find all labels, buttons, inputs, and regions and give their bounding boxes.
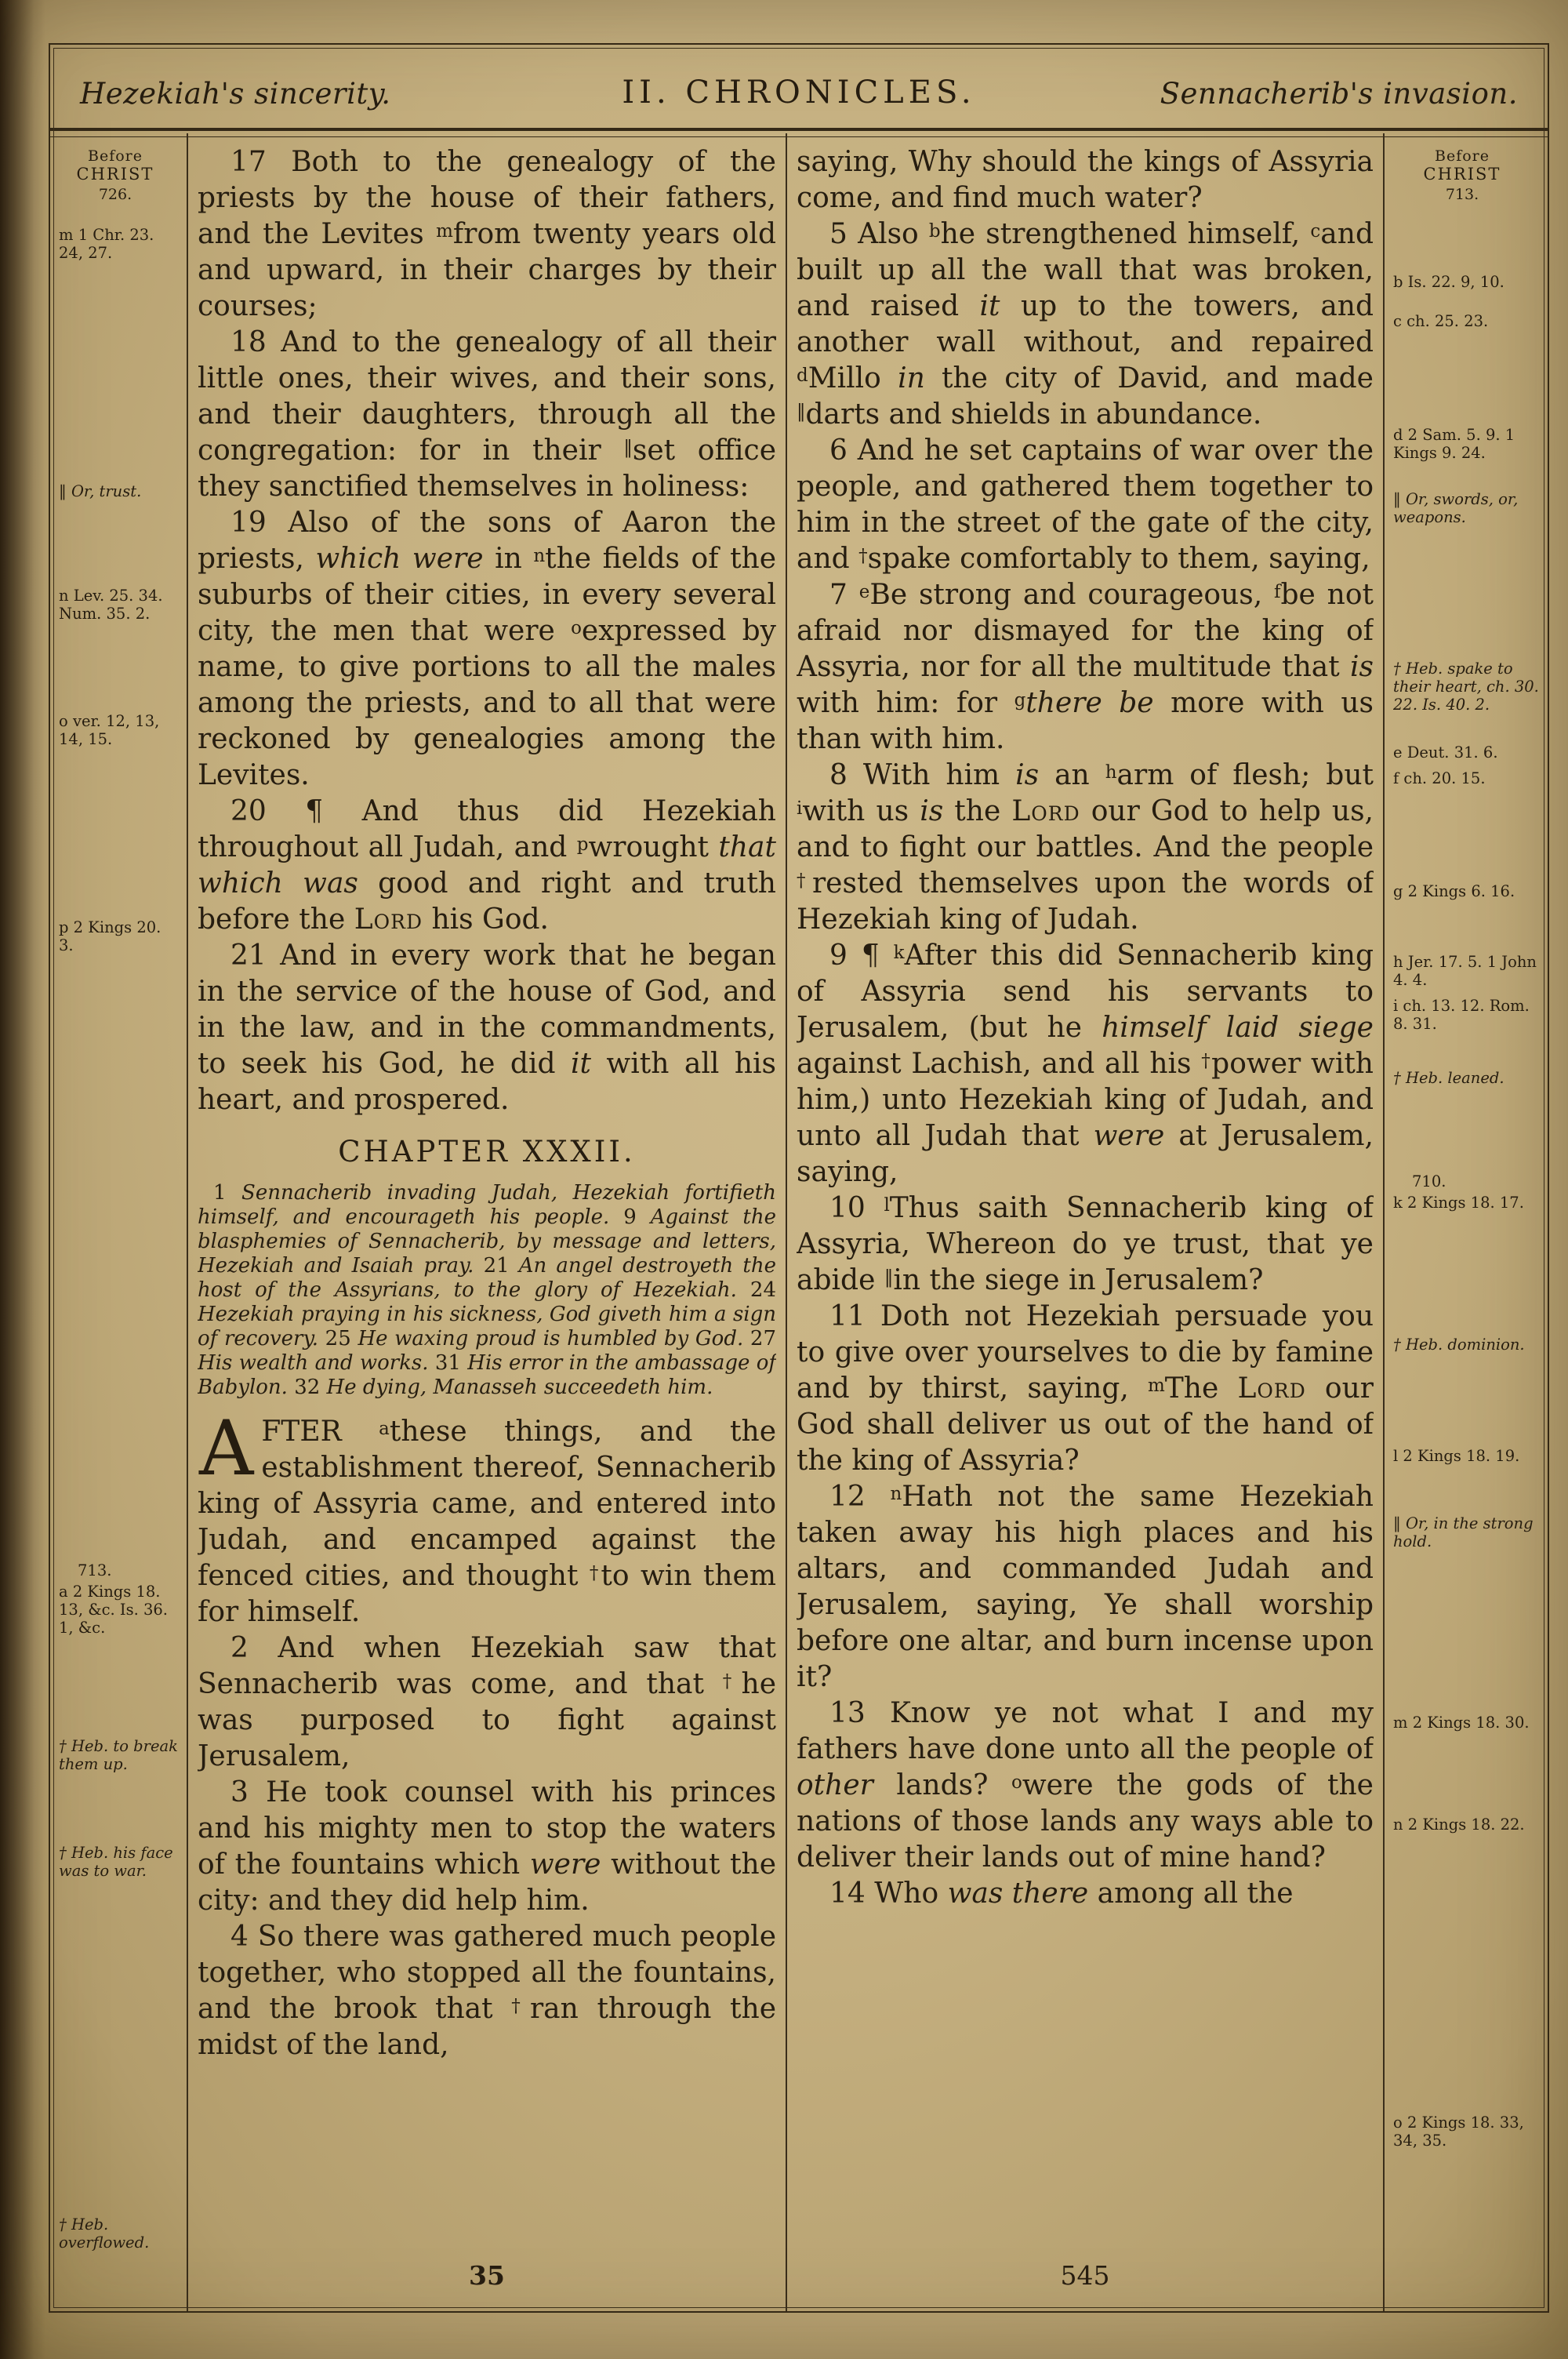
text-run: 11 Doth not Hezekiah persuade you to give over yourselves to die by famine and by thirst, saying, xyxy=(797,1300,1374,1405)
text-run: The xyxy=(1164,1372,1238,1405)
small-caps-lord: Lord xyxy=(1011,795,1080,827)
text-run: 10 xyxy=(829,1192,884,1224)
text-run: with us xyxy=(802,795,920,827)
verse-paragraph xyxy=(198,325,776,505)
margin-note: o 2 Kings 18. 33, 34, 35. xyxy=(1393,2114,1524,2150)
text-run: FTER xyxy=(261,1416,379,1448)
chapter-summary xyxy=(198,1181,776,1400)
margin-note: o ver. 12, 13, 14, 15. xyxy=(59,712,160,748)
verse-paragraph xyxy=(797,1479,1374,1696)
verse-paragraph xyxy=(797,1696,1374,1876)
text-run: 17 Both to the genealogy of the priests by the house of their fathers, and the Levites xyxy=(198,146,776,250)
reference-marker: † xyxy=(722,1671,742,1692)
before-christ-line: CHRIST xyxy=(76,165,154,184)
italic-text: was there xyxy=(947,1877,1089,1910)
text-run: 24 xyxy=(750,1278,776,1302)
italic-text: Hezekiah praying in his sickness, God giveth him a sign of recovery. xyxy=(198,1303,776,1350)
reference-marker: † xyxy=(511,1996,530,2016)
text-run: Be strong and courageous, xyxy=(869,579,1274,611)
reference-marker: † xyxy=(589,1563,601,1583)
reference-marker: ‖ xyxy=(797,402,806,422)
right-text-column xyxy=(797,133,1374,2256)
italic-text: that which was xyxy=(198,831,776,900)
verse-paragraph xyxy=(198,505,776,794)
text-run: our God to help us, and to fight our battles. And the people xyxy=(797,795,1374,863)
reference-marker: † xyxy=(858,546,868,566)
verse-paragraph xyxy=(797,1876,1374,1912)
chapter-heading: CHAPTER XXXII. xyxy=(338,1135,636,1169)
verse-paragraph xyxy=(198,794,776,938)
text-run: 21 xyxy=(483,1254,519,1278)
reference-marker: n xyxy=(533,546,546,566)
margin-note: f ch. 20. 15. xyxy=(1393,769,1486,787)
text-run: darts and shields in abundance. xyxy=(805,398,1262,431)
reference-marker: m xyxy=(436,221,453,242)
text-run: in the siege in Jerusalem? xyxy=(893,1264,1264,1296)
verse-paragraph xyxy=(198,1775,776,1919)
margin-note: e Deut. 31. 6. xyxy=(1393,743,1498,761)
running-head-left: Hezekiah's sincerity. xyxy=(80,77,391,111)
text-run: ran through the midst of the land, xyxy=(198,1993,776,2061)
before-christ-line: Before xyxy=(87,147,143,165)
margin-note: ‖ Or, in the strong hold. xyxy=(1393,1514,1534,1550)
verse-paragraph xyxy=(797,144,1374,216)
reference-marker: p xyxy=(576,834,589,855)
italic-text: himself laid siege xyxy=(1102,1012,1374,1044)
verse-paragraph xyxy=(797,433,1374,577)
reference-marker: ‖ xyxy=(623,438,633,458)
text-run: more with us than with him. xyxy=(797,687,1374,755)
text-run: the fields of the suburbs of their cities, in every several city, the men that were xyxy=(198,543,776,647)
text-run: 5 Also xyxy=(829,218,929,250)
reference-marker: c xyxy=(1310,221,1321,242)
margin-note: n Lev. 25. 34. Num. 35. 2. xyxy=(59,587,163,623)
running-head-right: Sennacherib's invasion. xyxy=(1160,77,1518,111)
italic-text: He dying, Manasseh succeedeth him. xyxy=(326,1376,713,1399)
verse-paragraph xyxy=(198,938,776,1118)
text-run: he strengthened himself, xyxy=(940,218,1311,250)
text-run: arm of flesh; but xyxy=(1116,759,1374,791)
book-binding-shadow xyxy=(0,0,45,2359)
text-run: 20 ¶ And thus did Hezekiah throughout all Judah, and xyxy=(198,795,776,863)
margin-note: d 2 Sam. 5. 9. 1 Kings 9. 24. xyxy=(1393,426,1515,462)
margin-note: k 2 Kings 18. 17. xyxy=(1393,1194,1524,1212)
italic-text: which were xyxy=(315,543,484,575)
text-run: 1 xyxy=(213,1181,242,1205)
reference-marker: ‖ xyxy=(884,1267,894,1288)
italic-text: is xyxy=(920,795,944,827)
verse-paragraph xyxy=(198,1630,776,1775)
text-run: to win them for himself. xyxy=(198,1560,776,1628)
margin-note: † Heb. overflowed. xyxy=(59,2215,150,2252)
italic-text: it xyxy=(979,290,1000,322)
before-christ-line: 726. xyxy=(98,186,132,203)
text-run: 13 Know ye not what I and my fathers have done unto all the people of xyxy=(797,1697,1374,1765)
text-run: 7 xyxy=(829,579,859,611)
text-run: 9 ¶ xyxy=(829,940,894,972)
left-margin-column xyxy=(52,133,185,2311)
book-title: II. CHRONICLES. xyxy=(622,75,976,111)
left-text-column xyxy=(198,133,776,2256)
text-run: set office they sanctified themselves in holiness: xyxy=(198,434,776,503)
text-run: 31 xyxy=(434,1351,468,1375)
margin-note: g 2 Kings 6. 16. xyxy=(1393,882,1515,900)
text-run: 19 Also of the sons of Aaron the priests, xyxy=(198,507,776,575)
text-run: 8 With him xyxy=(829,759,1016,791)
verse-paragraph xyxy=(797,577,1374,758)
reference-marker: o xyxy=(571,618,582,638)
right-margin-column xyxy=(1386,133,1544,2311)
verse-paragraph xyxy=(198,1405,776,1630)
text-run: and built up all the wall that was broken, and raised xyxy=(797,218,1374,322)
margin-note: c ch. 25. 23. xyxy=(1393,312,1489,330)
margin-note: h Jer. 17. 5. 1 John 4. 4. xyxy=(1393,953,1537,989)
reference-marker: i xyxy=(797,798,803,819)
text-run: among all the xyxy=(1088,1877,1294,1910)
column-rule-2 xyxy=(786,133,787,2311)
text-run: 2 And when Hezekiah saw that Sennacherib was come, and that xyxy=(198,1632,776,1700)
text-run: After this did Sennacherib king of Assyria send his servants to Jerusalem, (but he xyxy=(797,940,1374,1044)
column-rule-3 xyxy=(1383,133,1385,2311)
text-run: saying, Why should the kings of Assyria come, and find much water? xyxy=(797,146,1374,214)
margin-note: i ch. 13. 12. Rom. 8. 31. xyxy=(1393,997,1530,1033)
italic-text: it xyxy=(570,1048,591,1080)
text-run: were the gods of the nations of those lands any ways able to deliver their lands out of mine hand? xyxy=(797,1769,1374,1874)
text-run: 25 xyxy=(325,1327,358,1350)
text-run: Millo xyxy=(808,362,898,394)
reference-marker: k xyxy=(893,943,905,963)
verse-paragraph xyxy=(198,1919,776,2063)
page-header xyxy=(50,45,1548,128)
margin-note: † Heb. spake to their heart, ch. 30. 22. Is. 40. 2. xyxy=(1393,660,1539,714)
text-run: 14 Who xyxy=(829,1877,948,1910)
reference-marker: e xyxy=(858,582,870,602)
italic-text: Sennacherib invading Judah, Hezekiah fortifieth himself, and encourageth his people. xyxy=(198,1181,776,1229)
italic-text: there be xyxy=(1025,687,1154,719)
text-run: expressed by name, to give portions to all the males among the priests, and to all that were reckoned by genealogies among the Levites. xyxy=(198,615,776,791)
text-run: up to the towers, and another wall without, and repaired xyxy=(797,290,1374,358)
text-run: Thus saith Sennacherib king of Assyria, Whereon do ye trust, that ye abide xyxy=(797,1192,1374,1296)
italic-text: is xyxy=(1015,759,1040,791)
reference-marker: † xyxy=(1201,1051,1212,1071)
verse-paragraph xyxy=(797,216,1374,433)
text-run: 4 So there was gathered much people together, who stopped all the fountains, and the brook that xyxy=(198,1921,776,2025)
italic-text: were xyxy=(1093,1120,1165,1152)
text-run: 12 xyxy=(829,1481,891,1513)
text-run: his God. xyxy=(423,903,549,936)
italic-text: Against the blasphemies of Sennacherib, by message and letters, Hezekiah and Isaiah pray. xyxy=(198,1205,776,1278)
reference-marker: l xyxy=(884,1195,890,1216)
verse-paragraph xyxy=(797,758,1374,938)
verse-paragraph xyxy=(797,1190,1374,1299)
margin-note: † Heb. dominion. xyxy=(1393,1336,1525,1354)
text-run: 9 xyxy=(623,1205,651,1229)
text-run: 27 xyxy=(750,1327,776,1350)
reference-marker: g xyxy=(1014,690,1026,711)
text-run: wrought xyxy=(588,831,719,863)
text-run: lands? xyxy=(873,1769,1011,1801)
text-run: our God shall deliver us out of the hand of the king of Assyria? xyxy=(797,1372,1374,1477)
text-run: the city of David, and made xyxy=(924,362,1374,394)
text-run: at Jerusalem, saying, xyxy=(797,1120,1374,1188)
signature-mark: 35 xyxy=(469,2260,505,2291)
text-run: Hath not the same Hezekiah taken away his high places and his altars, and commanded Judah and Jerusalem, saying, Ye shall worship before one altar, and burn incense upon it? xyxy=(797,1481,1374,1693)
verse-paragraph xyxy=(198,144,776,325)
italic-text: other xyxy=(797,1769,873,1801)
italic-text: An angel destroyeth the host of the Assyrians, to the glory of Hezekiah. xyxy=(198,1254,776,1302)
column-rule-1 xyxy=(187,133,188,2311)
reference-marker: h xyxy=(1105,762,1117,783)
italic-text: His wealth and works. xyxy=(198,1351,435,1375)
margin-note: a 2 Kings 18. 13, &c. Is. 36. 1, &c. xyxy=(59,1583,169,1637)
italic-text: in xyxy=(898,362,925,394)
drop-cap: A xyxy=(199,1405,254,1492)
margin-note: ‖ Or, swords, or, weapons. xyxy=(1393,490,1519,526)
margin-note: m 1 Chr. 23. 24, 27. xyxy=(59,226,154,262)
small-caps-lord: Lord xyxy=(354,903,423,936)
text-run: 6 And he set captains of war over the people, and gathered them together to him in the street of the gate of the city, and xyxy=(797,434,1374,575)
margin-note: † Heb. his face was to war. xyxy=(59,1844,173,1880)
margin-note: b Is. 22. 9, 10. xyxy=(1393,273,1504,291)
before-christ-heading xyxy=(52,147,179,204)
before-christ-heading xyxy=(1386,147,1538,204)
verse-paragraph xyxy=(797,1299,1374,1479)
text-run: rested themselves upon the words of Hezekiah king of Judah. xyxy=(797,867,1374,936)
text-run: against Lachish, and all his xyxy=(797,1048,1202,1080)
before-christ-line: 713. xyxy=(1445,186,1479,203)
text-run: in xyxy=(483,543,534,575)
text-run: these things, and the establishment thereof, Sennacherib king of Assyria came, and entered into Judah, and encamped against the fenced cities, and thought xyxy=(198,1416,776,1592)
italic-text: is xyxy=(1350,651,1374,683)
text-run: he was purposed to fight against Jerusalem, xyxy=(198,1668,776,1772)
reference-marker: a xyxy=(379,1419,390,1439)
margin-note: n 2 Kings 18. 22. xyxy=(1393,1816,1525,1834)
margin-date: 713. xyxy=(78,1561,112,1579)
text-run: 21 And in every work that he began in the service of the house of God, and in the law, and in the commandments, to seek his God, he did xyxy=(198,940,776,1080)
reference-marker: o xyxy=(1011,1772,1022,1793)
margin-date: 710. xyxy=(1412,1172,1446,1190)
margin-note: ‖ Or, trust. xyxy=(59,482,142,500)
reference-marker: † xyxy=(797,871,812,891)
text-run: 18 And to the genealogy of all their little ones, their wives, and their sons, and their daughters, through all the congregation: for in their xyxy=(198,326,776,467)
margin-note: p 2 Kings 20. 3. xyxy=(59,918,162,954)
text-run: with him: for xyxy=(797,687,1014,719)
small-caps-lord: Lord xyxy=(1237,1372,1306,1405)
reference-marker: d xyxy=(797,365,808,386)
reference-marker: b xyxy=(928,221,941,242)
reference-marker: m xyxy=(1147,1376,1165,1396)
text-run: an xyxy=(1039,759,1105,791)
margin-note: † Heb. to break them up. xyxy=(59,1737,178,1773)
text-run: good and right and truth before the xyxy=(198,867,776,936)
text-run: spake comfortably to them, saying, xyxy=(867,543,1370,575)
text-run: without the city: and they did help him. xyxy=(198,1848,776,1917)
before-christ-line: Before xyxy=(1434,147,1490,165)
text-run: 3 He took counsel with his princes and his mighty men to stop the waters of the fountains which xyxy=(198,1776,776,1881)
reference-marker: n xyxy=(890,1484,902,1504)
margin-note: m 2 Kings 18. 30. xyxy=(1393,1714,1530,1732)
italic-text: His error in the ambassage of Babylon. xyxy=(198,1351,776,1399)
page-frame xyxy=(49,43,1549,2313)
text-run: from twenty years old and upward, in their charges by their courses; xyxy=(198,218,776,322)
text-run: with all his heart, and prospered. xyxy=(198,1048,776,1116)
verse-paragraph xyxy=(797,938,1374,1190)
text-run: the xyxy=(943,795,1012,827)
margin-note: † Heb. leaned. xyxy=(1393,1069,1504,1087)
italic-text: were xyxy=(529,1848,601,1881)
reference-marker: f xyxy=(1273,582,1281,602)
italic-text: He waxing proud is humbled by God. xyxy=(358,1327,750,1350)
text-run: power with him,) unto Hezekiah king of Judah, and unto all Judah that xyxy=(797,1048,1374,1152)
margin-note: l 2 Kings 18. 19. xyxy=(1393,1447,1520,1465)
text-run: 32 xyxy=(294,1376,327,1399)
before-christ-line: CHRIST xyxy=(1423,165,1501,184)
text-run: be not afraid nor dismayed for the king of Assyria, nor for all the multitude that xyxy=(797,579,1374,683)
page-number: 545 xyxy=(1060,2260,1110,2291)
